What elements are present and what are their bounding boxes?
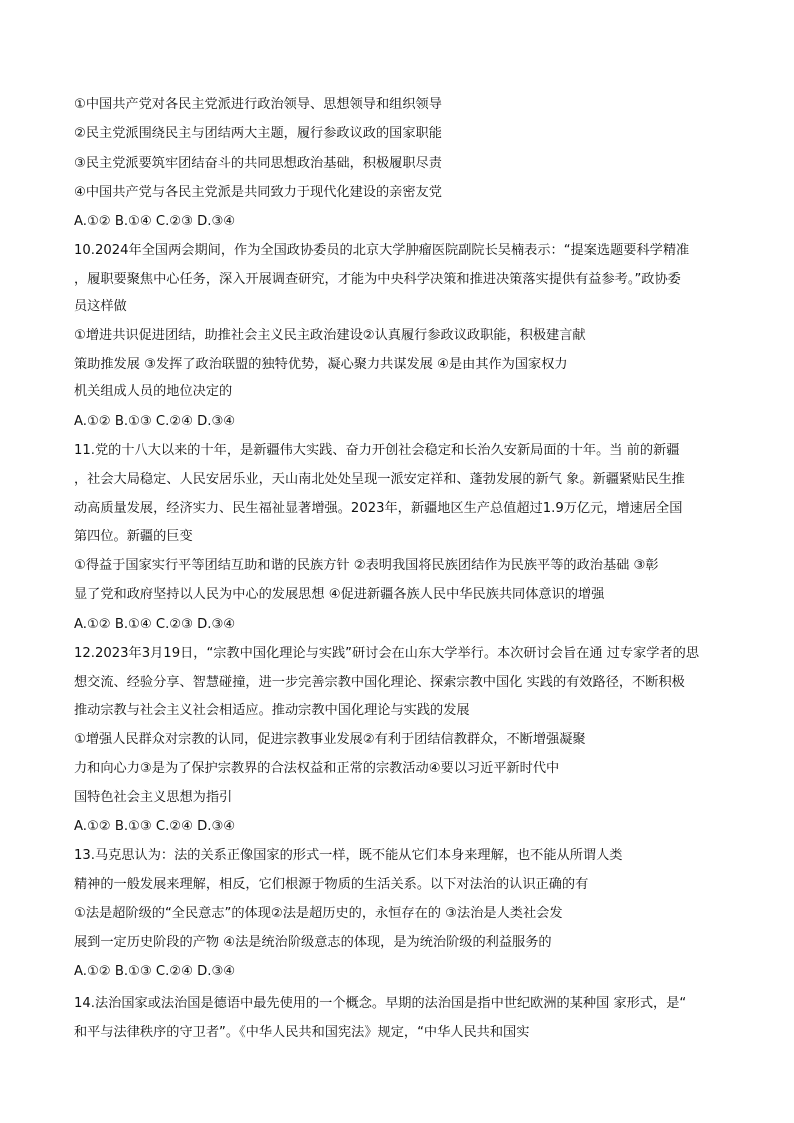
- text-line: 展到一定历史阶段的产物 ④法是统治阶级意志的体现，是为统治阶级的利益服务的: [74, 935, 552, 950]
- text-line: 想交流、经验分享、智慧碰撞，进一步完善宗教中国化理论、探索宗教中国化 实践的有效路径，不断积极: [74, 675, 685, 690]
- text-line: 力和向心力③是为了保护宗教界的合法权益和正常的宗教活动④要以习近平新时代中: [74, 761, 560, 776]
- text-line: 机关组成人员的地位决定的: [74, 384, 233, 399]
- text-line: ①增强人民群众对宗教的认同，促进宗教事业发展②有利于团结信教群众，不断增强凝聚: [74, 732, 586, 747]
- text-line: ④中国共产党与各民主党派是共同致力于现代化建设的亲密友党: [74, 185, 442, 200]
- text-line: ①得益于国家实行平等团结互助和谐的民族方针 ②表明我国将民族团结作为民族平等的政治基础 ③彰: [74, 558, 659, 573]
- text-line: ①中国共产党对各民主党派进行政治领导、思想领导和组织领导: [74, 97, 442, 112]
- text-line: A.①② B.①③ C.②④ D.③④: [74, 414, 236, 429]
- text-line: ，社会大局稳定、人民安居乐业，天山南北处处呈现一派安定祥和、蓬勃发展的新气 象。新疆紧贴民生推: [74, 472, 685, 487]
- text-line: A.①② B.①④ C.②③ D.③④: [74, 617, 236, 632]
- text-line: 10.2024年全国两会期间，作为全国政协委员的北京大学肿瘤医院副院长吴楠表示：“提案选题要科学精准: [74, 243, 690, 258]
- text-line: 13.马克思认为：法的关系正像国家的形式一样，既不能从它们本身来理解，也不能从所谓人类: [74, 848, 623, 863]
- text-line: A.①② B.①③ C.②④ D.③④: [74, 819, 236, 834]
- text-line: 策助推发展 ③发挥了政治联盟的独特优势，凝心聚力共谋发展 ④是由其作为国家权力: [74, 357, 568, 372]
- text-line: 第四位。新疆的巨变: [74, 529, 193, 544]
- text-line: ②民主党派围绕民主与团结两大主题，履行参政议政的国家职能: [74, 126, 442, 141]
- text-line: ，履职要聚焦中心任务，深入开展调查研究，才能为中央科学决策和推进决策落实提供有益参考。”政协委: [74, 272, 681, 287]
- text-line: 12.2023年3月19日，“宗教中国化理论与实践”研讨会在山东大学举行。本次研讨会旨在通 过专家学者的思: [74, 646, 700, 661]
- text-line: ①增进共识促进团结，助推社会主义民主政治建设②认真履行参政议政职能，积极建言献: [74, 328, 586, 343]
- text-line: 和平与法律秩序的守卫者”。《中华人民共和国宪法》规定，“中华人民共和国实: [74, 1025, 530, 1040]
- text-line: 14.法治国家或法治国是德语中最先使用的一个概念。早期的法治国是指中世纪欧洲的某种国 家形式，是“: [74, 996, 687, 1011]
- text-line: 国特色社会主义思想为指引: [74, 790, 233, 805]
- text-line: ①法是超阶级的“全民意志”的体现②法是超历史的，永恒存在的 ③法治是人类社会发: [74, 906, 563, 921]
- text-line: 员这样做: [74, 299, 127, 314]
- text-line: 精神的一般发展来理解，相反，它们根源于物质的生活关系。以下对法治的认识正确的有: [74, 877, 589, 892]
- text-line: ③民主党派要筑牢团结奋斗的共同思想政治基础，积极履职尽责: [74, 156, 442, 171]
- text-line: 动高质量发展，经济实力、民生福祉显著增强。2023年，新疆地区生产总值超过1.9万亿元，增速居全国: [74, 501, 683, 516]
- text-line: A.①② B.①③ C.②④ D.③④: [74, 964, 236, 979]
- text-line: A.①② B.①④ C.②③ D.③④: [74, 214, 236, 229]
- text-line: 显了党和政府坚持以人民为中心的发展思想 ④促进新疆各族人民中华民族共同体意识的增强: [74, 587, 605, 602]
- text-line: 推动宗教与社会主义社会相适应。推动宗教中国化理论与实践的发展: [74, 703, 470, 718]
- text-line: 11.党的十八大以来的十年，是新疆伟大实践、奋力开创社会稳定和长治久安新局面的十年。当 前的新疆: [74, 443, 680, 458]
